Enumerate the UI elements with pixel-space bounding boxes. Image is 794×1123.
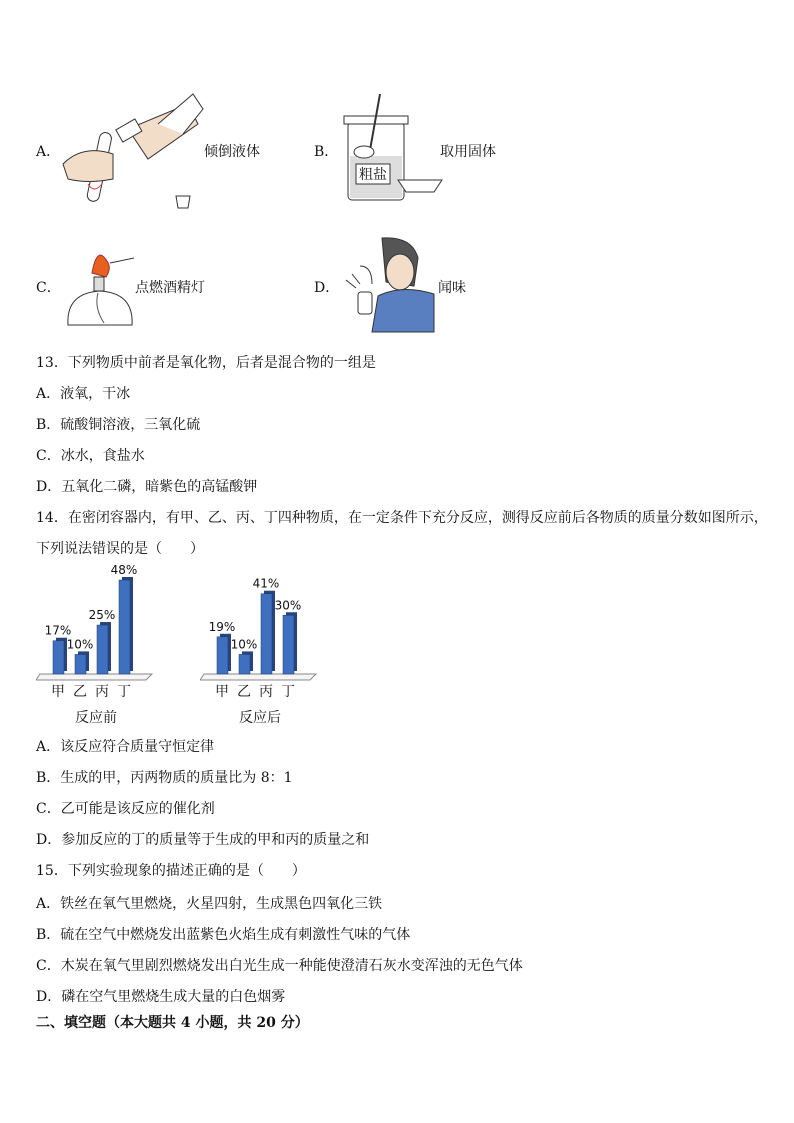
category-label: 乙 bbox=[73, 684, 87, 700]
bar-丙 bbox=[97, 625, 108, 674]
bar-chart-before-svg bbox=[36, 564, 186, 732]
question-stem: 15．下列实验现象的描述正确的是（ ） bbox=[36, 863, 306, 879]
option-c: C．乙可能是该反应的催化剂 bbox=[36, 801, 215, 817]
bar-丁 bbox=[119, 580, 130, 674]
value-label: 25% bbox=[88, 608, 116, 623]
option-a: A．液氧，干冰 bbox=[36, 386, 131, 402]
option-letter: A． bbox=[36, 144, 61, 160]
chart-floor bbox=[200, 674, 316, 680]
value-label: 30% bbox=[274, 598, 302, 613]
category-label: 丁 bbox=[281, 684, 295, 700]
category-label: 乙 bbox=[237, 684, 251, 700]
value-label: 10% bbox=[66, 637, 94, 652]
category-label: 甲 bbox=[215, 684, 229, 700]
option-letter: B． bbox=[314, 144, 339, 160]
chart-caption: 反应前 bbox=[75, 710, 117, 726]
alcohol-lamp-illustration bbox=[62, 243, 140, 335]
value-label: 19% bbox=[208, 619, 236, 634]
category-label: 丁 bbox=[117, 684, 131, 700]
value-label: 41% bbox=[252, 576, 280, 591]
option-d: D．五氧化二磷，暗紫色的高锰酸钾 bbox=[36, 479, 258, 495]
option-a: A．该反应符合质量守恒定律 bbox=[36, 739, 215, 755]
question-stem-line-1: 14．在密闭容器内，有甲、乙、丙、丁四种物质，在一定条件下充分反应，测得反应前后各物质的质量分数如图所示， bbox=[36, 510, 768, 526]
option-caption: 倾倒液体 bbox=[204, 144, 260, 160]
option-letter: D． bbox=[314, 280, 340, 296]
option-caption: 闻味 bbox=[438, 280, 466, 296]
jar-label: 粗盐 bbox=[359, 167, 387, 183]
chart-caption: 反应后 bbox=[239, 710, 281, 726]
option-c: C．冰水，食盐水 bbox=[36, 448, 145, 464]
value-label: 17% bbox=[44, 623, 72, 638]
question-stem: 13．下列物质中前者是氧化物，后者是混合物的一组是 bbox=[36, 355, 376, 371]
bar-丁 bbox=[283, 615, 294, 674]
value-label: 48% bbox=[110, 564, 138, 577]
bar-丙 bbox=[261, 594, 272, 674]
option-letter: C． bbox=[36, 280, 61, 296]
option-a: A．铁丝在氧气里燃烧，火星四射，生成黑色四氧化三铁 bbox=[36, 896, 383, 912]
chart-floor bbox=[36, 674, 152, 680]
bar-chart-after-svg bbox=[200, 564, 350, 732]
chart-before bbox=[36, 564, 186, 736]
option-d: D．参加反应的丁的质量等于生成的甲和丙的质量之和 bbox=[36, 832, 370, 848]
option-d: D．磷在空气里燃烧生成大量的白色烟雾 bbox=[36, 989, 286, 1005]
chart-after bbox=[200, 564, 350, 736]
smelling-gesture-illustration bbox=[342, 236, 438, 334]
option-caption: 点燃酒精灯 bbox=[135, 280, 205, 296]
pouring-liquid-illustration bbox=[58, 84, 208, 214]
section-title: 二、填空题（本大题共 4 小题，共 20 分） bbox=[36, 1015, 309, 1031]
value-label: 10% bbox=[230, 637, 258, 652]
bar-甲 bbox=[217, 637, 228, 674]
option-caption: 取用固体 bbox=[440, 144, 496, 160]
question-stem-line-2: 下列说法错误的是（ ） bbox=[36, 541, 204, 557]
category-label: 丙 bbox=[259, 684, 273, 700]
bar-甲 bbox=[53, 641, 64, 674]
option-b: B．生成的甲，丙两物质的质量比为 8：1 bbox=[36, 770, 293, 786]
option-b: B．硫在空气中燃烧发出蓝紫色火焰生成有刺激性气味的气体 bbox=[36, 927, 411, 943]
bar-乙 bbox=[239, 654, 250, 674]
option-c: C．木炭在氧气里剧烈燃烧发出白光生成一种能使澄清石灰水变浑浊的无色气体 bbox=[36, 958, 523, 974]
category-label: 丙 bbox=[95, 684, 109, 700]
jar-with-spoon-illustration bbox=[340, 94, 450, 206]
bar-乙 bbox=[75, 654, 86, 674]
category-label: 甲 bbox=[51, 684, 65, 700]
option-b: B．硫酸铜溶液，三氧化硫 bbox=[36, 417, 201, 433]
